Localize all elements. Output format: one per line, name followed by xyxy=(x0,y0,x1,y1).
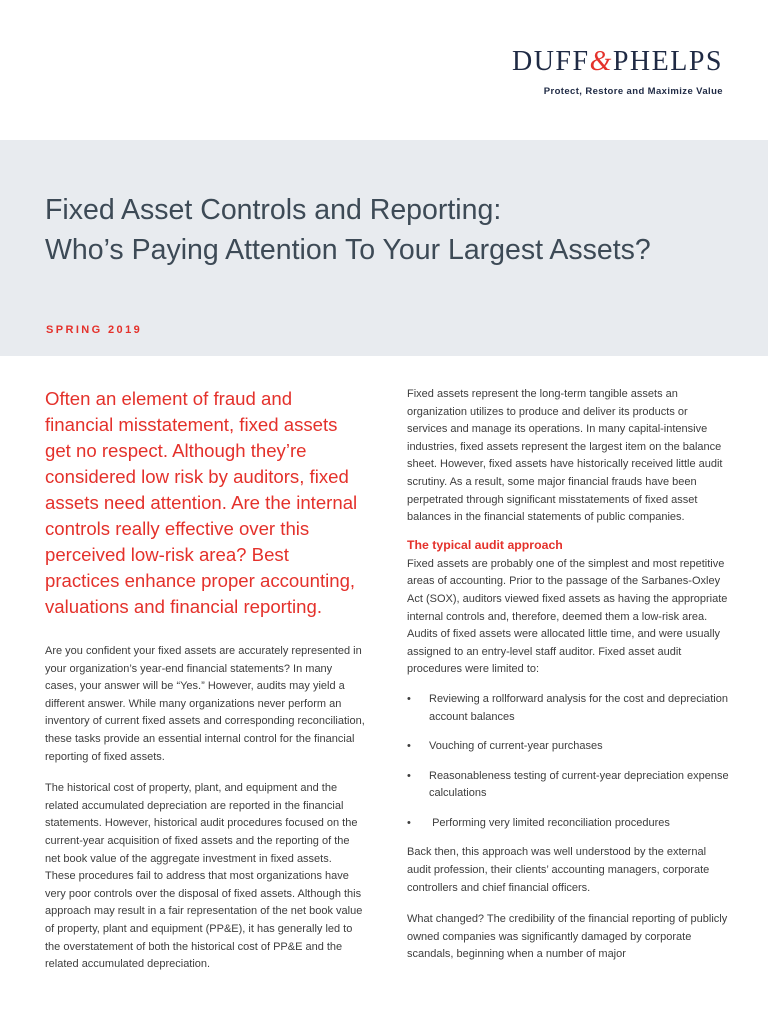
title-line-1: Fixed Asset Controls and Reporting: xyxy=(45,194,502,226)
body-paragraph: Are you confident your fixed assets are accurately represented in your organization’s year-end financial statements? In many cases, your answer will be “Yes.” However, audits may yield a different answer. While many organizations never perform an inventory of current fixed assets and corresponding reconciliation, these tasks provide an essential internal control for the financial reporting of fixed assets. xyxy=(45,645,365,763)
logo-name-right: PHELPS xyxy=(612,46,723,77)
bullet-icon: • xyxy=(407,816,411,829)
page-title xyxy=(45,190,745,270)
logo-wordmark xyxy=(512,48,723,76)
list-item xyxy=(407,768,731,803)
body-paragraph: The historical cost of property, plant, and equipment and the related accumulated depreciation are reported in the financial statements. However, historical audit procedures focused on the current-year acquisition of fixed assets and the reporting of the net book value of the aggregate investment in fixed assets. These procedures fail to address that most organizations have very poor controls over the disposal of fixed assets. Although this approach may result in a fair representation of the net book value of property, plant and equipment (PP&E), it has generally led to the overstatement of both the historical cost of PP&E and the related accumulated depreciation. xyxy=(45,782,363,971)
company-logo xyxy=(512,48,723,97)
audit-paragraph: Fixed assets are probably one of the simplest and most repetitive areas of accounting. Prior to the passage of the Sarbanes-Oxley Act (SOX), auditors viewed fixed assets as having the appropriate internal controls and, therefore, deemed them a low-risk area. Audits of fixed assets were allocated little time, and were usually assigned to an entry-level staff auditor. Fixed asset audit procedures were limited to: xyxy=(407,557,728,676)
title-line-2: Who’s Paying Attention To Your Largest Assets? xyxy=(45,234,651,266)
bullet-icon: • xyxy=(407,740,411,753)
list-item-text: Vouching of current-year purchases xyxy=(429,740,603,753)
body-paragraph: What changed? The credibility of the financial reporting of publicly owned companies was significantly damaged by corporate scandals, beginning when a number of major xyxy=(407,913,728,961)
procedure-list xyxy=(407,691,731,833)
intro-paragraph: Fixed assets represent the long-term tangible assets an organization utilizes to produce and deliver its products or services and manage its operations. In many capital-intensive industries, fixed assets represent the largest item on the balance sheet. However, fixed assets have historically received little audit scrutiny. As a result, some major financial frauds have been perpetrated through significant misstatements of fixed asset balances in the financial statements of public companies. xyxy=(407,388,723,524)
page-header xyxy=(0,0,768,140)
logo-name-left: DUFF xyxy=(511,46,590,77)
logo-ampersand: & xyxy=(589,46,613,77)
season-label: SPRING 2019 xyxy=(46,324,143,336)
right-column xyxy=(407,386,731,978)
body-paragraph: Back then, this approach was well understood by the external audit profession, their clients’ accounting managers, corporate controllers and chief financial officers. xyxy=(407,846,710,894)
list-item-text: Performing very limited reconciliation procedures xyxy=(429,816,670,829)
left-column xyxy=(45,386,365,988)
list-item xyxy=(407,738,731,756)
bullet-icon: • xyxy=(407,769,411,782)
bullet-icon: • xyxy=(407,692,411,705)
list-item-text: Reviewing a rollforward analysis for the cost and depreciation account balances xyxy=(429,692,728,723)
list-item-text: Reasonableness testing of current-year depreciation expense calculations xyxy=(429,769,729,800)
list-item xyxy=(407,691,731,726)
list-item xyxy=(407,815,731,833)
section-subheading: The typical audit approach xyxy=(407,537,563,552)
logo-tagline: Protect, Restore and Maximize Value xyxy=(543,86,723,97)
lead-paragraph: Often an element of fraud and financial misstatement, fixed assets get no respect. Although they’re considered low risk by auditors, fixed assets need attention. Are the internal controls really effective over this perceived low-risk area? Best practices enhance proper accounting, valuations and financial reporting. xyxy=(45,388,358,617)
